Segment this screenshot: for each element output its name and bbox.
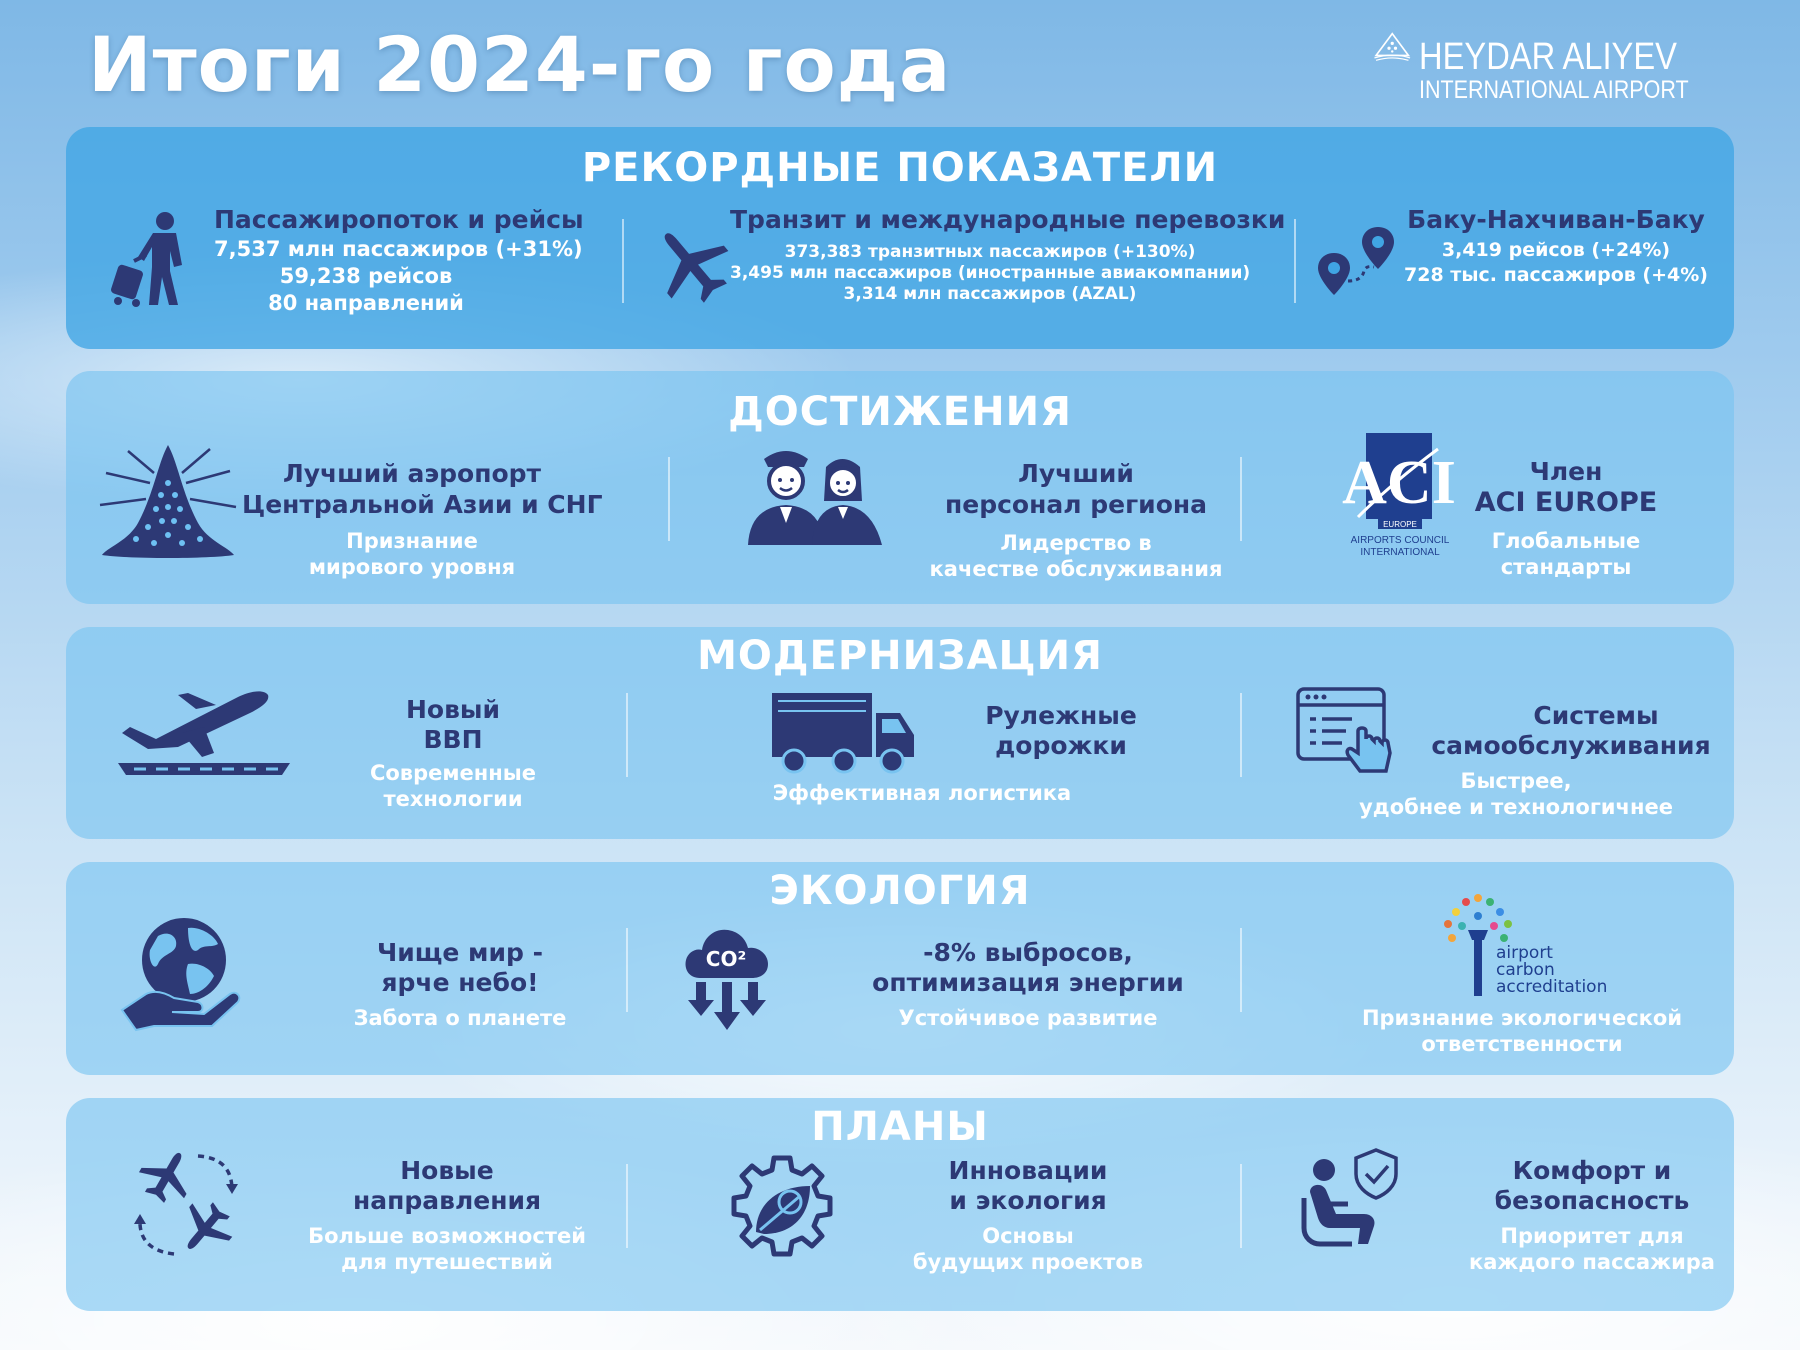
co2-text: CO²	[705, 947, 747, 971]
taxiways-heading2: дорожки	[995, 731, 1127, 760]
accreditation-logo-line1: airport	[1496, 943, 1553, 963]
runway-heading2: ВВП	[423, 725, 483, 754]
records-panel	[66, 127, 1734, 349]
transit-heading: Транзит и международные перевозки	[730, 205, 1286, 234]
nakhchivan-heading: Баку-Нахчиван-Баку	[1407, 205, 1705, 234]
innovation-heading2: и экология	[949, 1186, 1107, 1215]
aci-logo-icon	[1342, 433, 1456, 559]
comfort-sub1: Приоритет для	[1500, 1224, 1684, 1248]
plans-divider-1	[626, 1164, 628, 1248]
best-staff-heading2: персонал региона	[944, 490, 1208, 519]
modernization-divider-1	[626, 693, 628, 777]
self-service-heading2: самообслуживания	[1431, 731, 1711, 760]
comfort-heading1: Комфорт и	[1512, 1156, 1672, 1185]
accreditation-logo-line2: carbon	[1496, 960, 1555, 980]
ecology-panel	[66, 862, 1734, 1075]
plans-panel	[66, 1098, 1734, 1311]
transit-line1: 373,383 транзитных пассажиров (+130%)	[784, 242, 1196, 262]
page-title: Итоги 2024-го года	[88, 20, 952, 109]
modernization-divider-2	[1240, 693, 1242, 777]
airplane-icon	[650, 223, 732, 305]
destinations-heading1: Новые	[400, 1156, 494, 1185]
emissions-sub1: Устойчивое развитие	[898, 1006, 1158, 1030]
runway-sub2: технологии	[383, 787, 523, 811]
modernization-panel	[66, 627, 1734, 839]
cleaner-sub1: Забота о планете	[353, 1006, 567, 1030]
logo-text-line2: INTERNATIONAL AIRPORT	[1418, 75, 1689, 104]
achievements-panel	[66, 371, 1734, 604]
best-staff-sub2: качестве обслуживания	[929, 557, 1223, 581]
passengers-heading: Пассажиропоток и рейсы	[214, 205, 584, 234]
self-service-sub2: удобнее и технологичнее	[1359, 795, 1673, 819]
aci-logo-text: ACI	[1342, 449, 1456, 517]
self-service-heading1: Системы	[1533, 701, 1659, 730]
self-service-sub1: Быстрее,	[1460, 769, 1572, 793]
runway-heading1: Новый	[405, 695, 501, 724]
aci-caption2: INTERNATIONAL	[1360, 547, 1440, 558]
passengers-line1: 7,537 млн пассажиров (+31%)	[214, 237, 583, 261]
airport-logo	[1372, 30, 1732, 110]
records-divider-1	[622, 219, 624, 303]
nakhchivan-line2: 728 тыс. пассажиров (+4%)	[1404, 264, 1708, 286]
destinations-heading2: направления	[352, 1186, 542, 1215]
innovation-sub2: будущих проектов	[912, 1250, 1144, 1274]
best-staff-sub1: Лидерство в	[1000, 531, 1152, 555]
seat-shield-icon	[1302, 1148, 1400, 1248]
logo-text-line1: HEYDAR ALIYEV	[1418, 35, 1677, 78]
route-pins-icon	[1318, 223, 1398, 299]
plans-title: ПЛАНЫ	[811, 1104, 989, 1150]
aci-caption1: AIRPORTS COUNCIL	[1350, 535, 1450, 546]
innovation-heading1: Инновации	[948, 1156, 1108, 1185]
ecology-divider-1	[626, 928, 628, 1012]
co2-cloud-icon	[682, 924, 772, 1032]
aci-europe-text: EUROPE	[1383, 520, 1417, 529]
crew-icon	[742, 443, 888, 547]
ecology-divider-2	[1240, 928, 1242, 1012]
airport-logo-icon	[1372, 32, 1413, 108]
traveler-icon	[108, 211, 198, 307]
comfort-sub2: каждого пассажира	[1469, 1250, 1715, 1274]
emissions-heading1: -8% выбросов,	[923, 938, 1133, 967]
passengers-line2: 59,238 рейсов	[279, 264, 453, 288]
plans-divider-2	[1240, 1164, 1242, 1248]
runway-sub1: Современные	[369, 761, 537, 785]
accreditation-sub1: Признание экологической	[1361, 1006, 1683, 1030]
modernization-title: МОДЕРНИЗАЦИЯ	[697, 633, 1103, 679]
aci-heading1: Член	[1529, 457, 1603, 486]
airport-building-icon	[98, 443, 238, 563]
passengers-line3: 80 направлений	[268, 291, 464, 315]
best-airport-sub1: Признание	[346, 529, 478, 553]
nakhchivan-line1: 3,419 рейсов (+24%)	[1441, 239, 1671, 261]
cleaner-heading1: Чище мир -	[377, 938, 543, 967]
achievements-divider-2	[1240, 457, 1242, 541]
planes-loop-icon	[134, 1146, 240, 1262]
taxiways-heading1: Рулежные	[985, 701, 1137, 730]
taxiways-sub1: Эффективная логистика	[772, 781, 1072, 805]
destinations-sub2: для путешествий	[341, 1250, 553, 1274]
achievements-title: ДОСТИЖЕНИЯ	[728, 389, 1072, 435]
best-staff-heading1: Лучший	[1018, 459, 1134, 488]
self-service-icon	[1296, 687, 1392, 773]
best-airport-sub2: мирового уровня	[308, 555, 516, 579]
transit-line3: 3,314 млн пассажиров (AZAL)	[843, 284, 1137, 304]
transit-line2: 3,495 млн пассажиров (иностранные авиакомпании)	[730, 263, 1251, 283]
comfort-heading2: безопасность	[1494, 1186, 1690, 1215]
ecology-title: ЭКОЛОГИЯ	[769, 868, 1031, 914]
accreditation-sub2: ответственности	[1421, 1032, 1623, 1056]
takeoff-runway-icon	[118, 683, 290, 779]
globe-hand-icon	[118, 914, 244, 1032]
innovation-sub1: Основы	[982, 1224, 1074, 1248]
records-divider-2	[1294, 219, 1296, 303]
achievements-divider-1	[668, 457, 670, 541]
records-title: РЕКОРДНЫЕ ПОКАЗАТЕЛИ	[581, 145, 1219, 191]
gear-leaf-icon	[730, 1154, 834, 1258]
truck-icon	[772, 693, 914, 775]
cleaner-heading2: ярче небо!	[381, 968, 539, 997]
destinations-sub1: Больше возможностей	[308, 1224, 586, 1248]
aci-sub1: Глобальные	[1491, 529, 1641, 553]
best-airport-heading1: Лучший аэропорт	[282, 459, 542, 488]
aci-heading2: ACI EUROPE	[1474, 487, 1658, 518]
best-airport-heading2: Центральной Азии и СНГ	[242, 490, 603, 519]
accreditation-logo-line3: accreditation	[1496, 977, 1608, 997]
carbon-accreditation-logo	[1426, 890, 1636, 1000]
emissions-heading2: оптимизация энергии	[872, 968, 1184, 997]
aci-sub2: стандарты	[1500, 555, 1632, 579]
